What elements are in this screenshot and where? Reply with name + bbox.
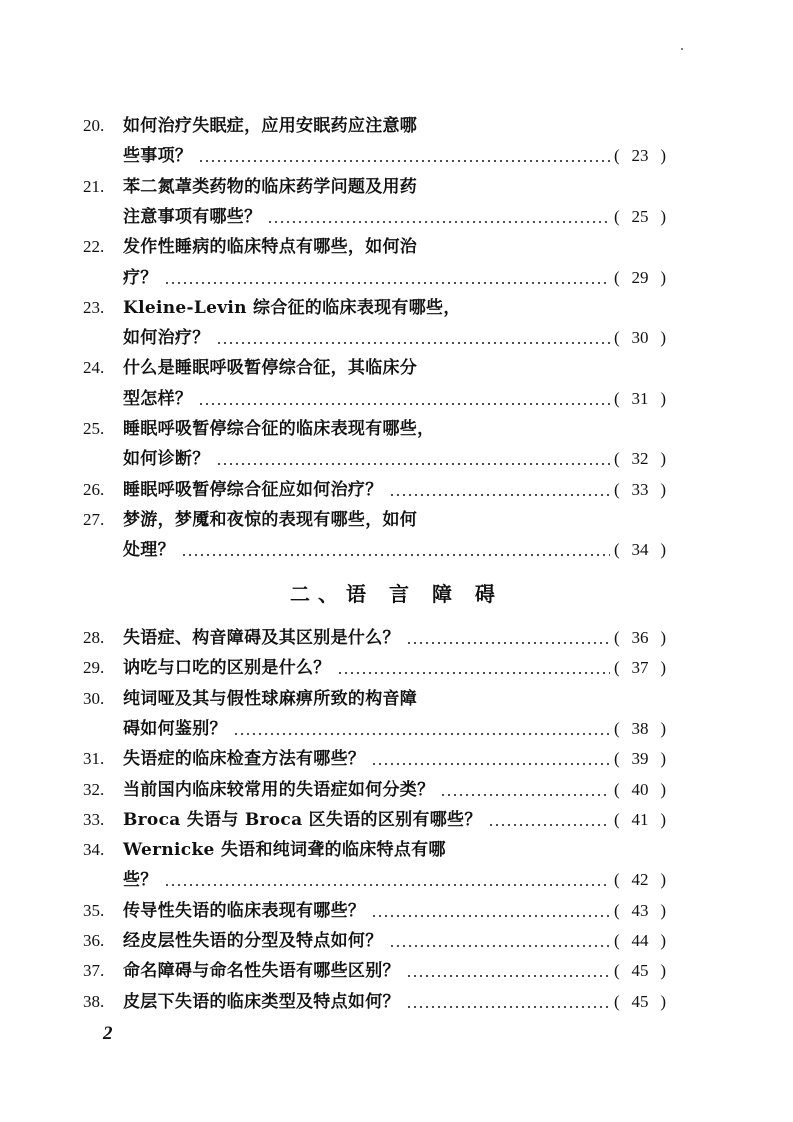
toc-line bbox=[0, 202, 793, 232]
toc-page-ref bbox=[614, 896, 666, 926]
toc-line bbox=[0, 744, 793, 774]
toc-entry-number: 33. bbox=[83, 809, 105, 829]
toc-page-ref bbox=[614, 475, 666, 505]
toc-page-ref bbox=[614, 384, 666, 414]
toc-page-number: 32 bbox=[631, 449, 649, 469]
toc-page-ref bbox=[614, 623, 666, 653]
toc-page-number: 39 bbox=[631, 749, 649, 769]
paren-close: ) bbox=[660, 449, 666, 469]
toc-line bbox=[0, 293, 793, 323]
toc-entry-title: Broca 失语与 Broca 区失语的区别有哪些？ bbox=[123, 809, 482, 830]
paren-close: ) bbox=[660, 870, 666, 890]
paren-close: ) bbox=[660, 749, 666, 769]
toc-page-ref bbox=[614, 141, 666, 171]
toc-line bbox=[0, 111, 793, 141]
toc-entry-title: 命名障碍与命名性失语有哪些区别？ bbox=[123, 961, 400, 982]
dot-leader bbox=[216, 444, 611, 474]
toc-page-ref bbox=[614, 653, 666, 683]
toc-line bbox=[0, 232, 793, 262]
toc-entry-title: 传导性失语的临床表现有哪些？ bbox=[123, 900, 366, 921]
paren-open: ( bbox=[614, 809, 620, 829]
paren-close: ) bbox=[660, 991, 666, 1011]
dot-leader bbox=[198, 141, 610, 171]
toc-line bbox=[0, 987, 793, 1017]
toc-entry-title: Wernicke 失语和纯词聋的临床特点有哪 bbox=[123, 840, 446, 861]
toc-page-ref bbox=[614, 535, 666, 565]
toc-page-ref bbox=[614, 865, 666, 895]
toc-page-number: 29 bbox=[631, 267, 649, 287]
toc-line bbox=[0, 323, 793, 353]
toc-page-number: 45 bbox=[631, 961, 649, 981]
toc-entry-title: 纯词哑及其与假性球麻痹所致的构音障 bbox=[123, 688, 418, 709]
toc-line bbox=[0, 926, 793, 956]
toc-entry-title: 些？ bbox=[123, 870, 158, 891]
toc-line bbox=[0, 865, 793, 895]
paren-open: ( bbox=[614, 267, 620, 287]
paren-close: ) bbox=[660, 479, 666, 499]
toc-page-ref bbox=[614, 775, 666, 805]
toc-page-number: 44 bbox=[631, 931, 649, 950]
toc-page-number: 23 bbox=[631, 146, 649, 166]
toc-page-ref bbox=[614, 444, 666, 474]
toc-entry-title: 失语症的临床检查方法有哪些？ bbox=[123, 749, 366, 770]
toc-page-ref bbox=[614, 956, 666, 986]
toc-page-number: 43 bbox=[631, 900, 649, 920]
toc-entry-number: 24. bbox=[83, 358, 105, 378]
toc-page-number: 36 bbox=[631, 628, 649, 647]
toc-entry-title: 睡眠呼吸暂停综合征的临床表现有哪些， bbox=[123, 419, 435, 439]
dot-leader bbox=[488, 805, 610, 835]
toc-entry-title: 如何治疗？ bbox=[123, 328, 210, 349]
toc-line bbox=[0, 444, 793, 474]
toc-entry-number: 27. bbox=[83, 509, 105, 529]
dot-leader bbox=[164, 865, 610, 895]
toc-entry-number: 23. bbox=[83, 297, 105, 317]
toc-entry-number: 35. bbox=[83, 900, 105, 920]
toc-entry-number: 32. bbox=[83, 779, 105, 799]
paren-open: ( bbox=[614, 628, 620, 647]
toc-entry-title: 什么是睡眠呼吸暂停综合征，其临床分 bbox=[123, 358, 418, 379]
toc-page-ref bbox=[614, 805, 666, 835]
toc-entry-number: 30. bbox=[83, 688, 105, 708]
paren-open: ( bbox=[614, 658, 620, 678]
paren-close: ) bbox=[660, 900, 666, 920]
dot-leader bbox=[371, 744, 610, 774]
dot-leader bbox=[406, 987, 610, 1017]
toc-page-number: 42 bbox=[631, 870, 649, 890]
dot-leader bbox=[181, 535, 610, 565]
toc-line bbox=[0, 353, 793, 383]
toc-line bbox=[0, 384, 793, 414]
paren-close: ) bbox=[660, 931, 666, 950]
dot-leader bbox=[406, 623, 610, 653]
toc-entry-title: 型怎样？ bbox=[123, 388, 193, 409]
toc-entry-title: 如何治疗失眠症，应用安眠药应注意哪 bbox=[123, 116, 418, 136]
toc-page-number: 34 bbox=[631, 540, 649, 560]
toc-entry-title: 处理？ bbox=[123, 540, 175, 561]
toc-page-number: 40 bbox=[631, 779, 649, 799]
toc-page-ref bbox=[614, 987, 666, 1017]
section-title: 二、语 言 障 碍 bbox=[290, 582, 503, 606]
paren-open: ( bbox=[614, 449, 620, 469]
toc-line bbox=[0, 805, 793, 835]
toc-line bbox=[0, 535, 793, 565]
paren-open: ( bbox=[614, 388, 620, 408]
paren-close: ) bbox=[660, 388, 666, 408]
toc-entry-title: 讷吃与口吃的区别是什么？ bbox=[123, 658, 331, 679]
toc-line bbox=[0, 475, 793, 505]
toc-entry-number: 38. bbox=[83, 991, 105, 1011]
toc-line bbox=[0, 653, 793, 683]
paren-close: ) bbox=[660, 206, 666, 226]
toc-line bbox=[0, 775, 793, 805]
toc-page-ref bbox=[614, 926, 666, 956]
toc-line bbox=[0, 141, 793, 171]
toc-page-number: 25 bbox=[631, 206, 649, 226]
toc-entry-title: 苯二氮䓬类药物的临床药学问题及用药 bbox=[123, 176, 418, 197]
dot-leader bbox=[389, 926, 611, 956]
dot-leader bbox=[267, 202, 610, 232]
toc-line bbox=[0, 835, 793, 865]
paren-open: ( bbox=[614, 749, 620, 769]
toc-entry-number: 20. bbox=[83, 116, 105, 135]
toc-entry-title: 当前国内临床较常用的失语症如何分类？ bbox=[123, 779, 435, 800]
toc-line bbox=[0, 623, 793, 653]
toc-entry-title: 梦游，梦魇和夜惊的表现有哪些，如何 bbox=[123, 509, 418, 530]
paren-close: ) bbox=[660, 961, 666, 981]
toc-page-number: 33 bbox=[631, 479, 649, 499]
toc-entry-number: 34. bbox=[83, 840, 105, 860]
toc-entry-title: 发作性睡病的临床特点有哪些，如何治 bbox=[123, 237, 418, 258]
paren-open: ( bbox=[614, 931, 620, 950]
toc-page-ref bbox=[614, 263, 666, 293]
dot-leader bbox=[233, 714, 610, 744]
toc-entry-title: 经皮层性失语的分型及特点如何？ bbox=[123, 931, 383, 951]
paren-close: ) bbox=[660, 718, 666, 738]
paren-open: ( bbox=[614, 540, 620, 560]
paren-close: ) bbox=[660, 809, 666, 829]
toc-entry-title: 疗？ bbox=[123, 267, 158, 288]
toc-page-number: 45 bbox=[631, 991, 649, 1011]
toc-entry-number: 37. bbox=[83, 961, 105, 981]
paren-close: ) bbox=[660, 779, 666, 799]
scan-speck bbox=[681, 48, 683, 50]
paren-close: ) bbox=[660, 540, 666, 560]
paren-open: ( bbox=[614, 870, 620, 890]
toc-entry-title: Kleine-Levin 综合征的临床表现有哪些， bbox=[123, 297, 461, 318]
toc-entry-number: 36. bbox=[83, 931, 105, 950]
toc-page-ref bbox=[614, 202, 666, 232]
toc-entry-title: 睡眠呼吸暂停综合征应如何治疗？ bbox=[123, 479, 383, 500]
toc-entry-title: 些事项？ bbox=[123, 146, 193, 167]
paren-open: ( bbox=[614, 961, 620, 981]
toc-line bbox=[0, 505, 793, 535]
toc-entry-title: 如何诊断？ bbox=[123, 449, 210, 470]
toc-entry-title: 皮层下失语的临床类型及特点如何？ bbox=[123, 991, 400, 1012]
toc-entry-number: 22. bbox=[83, 237, 105, 257]
dot-leader bbox=[198, 384, 610, 414]
dot-leader bbox=[216, 323, 611, 353]
paren-open: ( bbox=[614, 718, 620, 738]
dot-leader bbox=[337, 653, 610, 683]
toc-line bbox=[0, 896, 793, 926]
toc-entry-title: 失语症、构音障碍及其区别是什么？ bbox=[123, 628, 400, 648]
toc-line bbox=[0, 414, 793, 444]
dot-leader bbox=[389, 475, 611, 505]
paren-open: ( bbox=[614, 479, 620, 499]
toc-page-number: 38 bbox=[631, 718, 649, 738]
toc-entry-number: 25. bbox=[83, 419, 105, 438]
paren-open: ( bbox=[614, 328, 620, 348]
dot-leader bbox=[406, 956, 610, 986]
toc-page-number: 37 bbox=[631, 658, 649, 678]
toc-entry-title: 碍如何鉴别？ bbox=[123, 718, 227, 739]
toc-page-number: 30 bbox=[631, 328, 649, 348]
dot-leader bbox=[164, 263, 610, 293]
paren-open: ( bbox=[614, 779, 620, 799]
toc-entry-number: 28. bbox=[83, 628, 105, 647]
toc-line bbox=[0, 956, 793, 986]
paren-close: ) bbox=[660, 628, 666, 647]
toc-page-number: 31 bbox=[631, 388, 649, 408]
paren-close: ) bbox=[660, 328, 666, 348]
toc-page-ref bbox=[614, 714, 666, 744]
toc-entry-number: 29. bbox=[83, 658, 105, 678]
toc-page-ref bbox=[614, 744, 666, 774]
page-number: 2 bbox=[103, 1023, 113, 1044]
paren-close: ) bbox=[660, 658, 666, 678]
paren-open: ( bbox=[614, 991, 620, 1011]
toc-entry-number: 31. bbox=[83, 749, 105, 769]
toc-entry-number: 21. bbox=[83, 176, 105, 196]
dot-leader bbox=[440, 775, 610, 805]
paren-open: ( bbox=[614, 206, 620, 226]
toc-entry-title: 注意事项有哪些？ bbox=[123, 206, 262, 227]
toc-line bbox=[0, 714, 793, 744]
toc-page-number: 41 bbox=[631, 809, 649, 829]
paren-open: ( bbox=[614, 146, 620, 166]
paren-close: ) bbox=[660, 267, 666, 287]
dot-leader bbox=[371, 896, 610, 926]
toc-line bbox=[0, 263, 793, 293]
paren-open: ( bbox=[614, 900, 620, 920]
toc-line bbox=[0, 172, 793, 202]
paren-close: ) bbox=[660, 146, 666, 166]
toc-page-ref bbox=[614, 323, 666, 353]
toc-entry-number: 26. bbox=[83, 479, 105, 499]
toc-line bbox=[0, 684, 793, 714]
